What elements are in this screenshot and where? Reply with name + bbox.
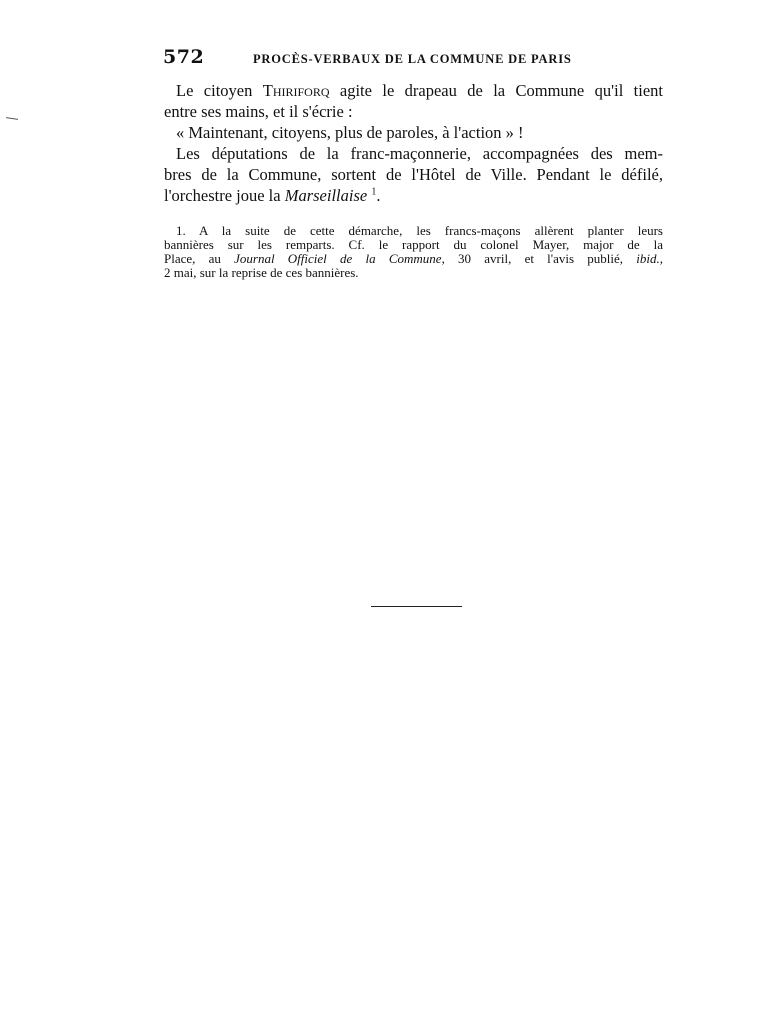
page-header: [163, 46, 663, 72]
title-italic: Marseillaise: [284, 186, 368, 205]
text-run: .: [376, 186, 381, 205]
page-number: 572: [163, 46, 205, 68]
text-run: l'orchestre joue la: [164, 186, 285, 205]
footnote-marker: 1: [371, 186, 377, 198]
footnote: [164, 224, 663, 280]
text-run: , 30 avril, et l'avis publié,: [441, 251, 637, 266]
margin-mark: [6, 117, 18, 120]
paragraph-1-line-2: entre ses mains, et il s'écrie :: [164, 102, 353, 121]
footnote-line-1: 1. A la suite de cette démarche, les francs-maçons allèrent planter leurs: [176, 223, 663, 238]
paragraph-3-line-3: [164, 185, 663, 206]
speaker-name: Thiriforq: [262, 81, 330, 100]
body-text: [164, 80, 663, 206]
text-run: Place, au: [164, 251, 235, 266]
paragraph-3-line-1: Les députations de la franc-maçonnerie, accompagnées des mem-: [176, 144, 663, 163]
journal-title: Journal Officiel de la Commune: [234, 251, 442, 266]
text-run: ,: [659, 251, 663, 266]
text-run: agite le drapeau de la Commune qu'il tient: [329, 81, 663, 100]
footnote-line-4: 2 mai, sur la reprise de ces bannières.: [164, 265, 359, 280]
ibid-italic: ibid.: [636, 251, 660, 266]
paragraph-1-line-1: [164, 80, 663, 101]
section-end-rule: [371, 606, 462, 607]
text-run: Le citoyen: [176, 81, 263, 100]
running-head: PROCÈS-VERBAUX DE LA COMMUNE DE PARIS: [253, 52, 572, 66]
footnote-line-2: bannières sur les remparts. Cf. le rapport du colonel Mayer, major de la: [164, 237, 663, 252]
footnote-line-3: [164, 252, 663, 266]
paragraph-2-line-1: « Maintenant, citoyens, plus de paroles, à l'action » !: [176, 123, 524, 142]
paragraph-3-line-2: bres de la Commune, sortent de l'Hôtel de Ville. Pendant le défilé,: [164, 165, 663, 184]
